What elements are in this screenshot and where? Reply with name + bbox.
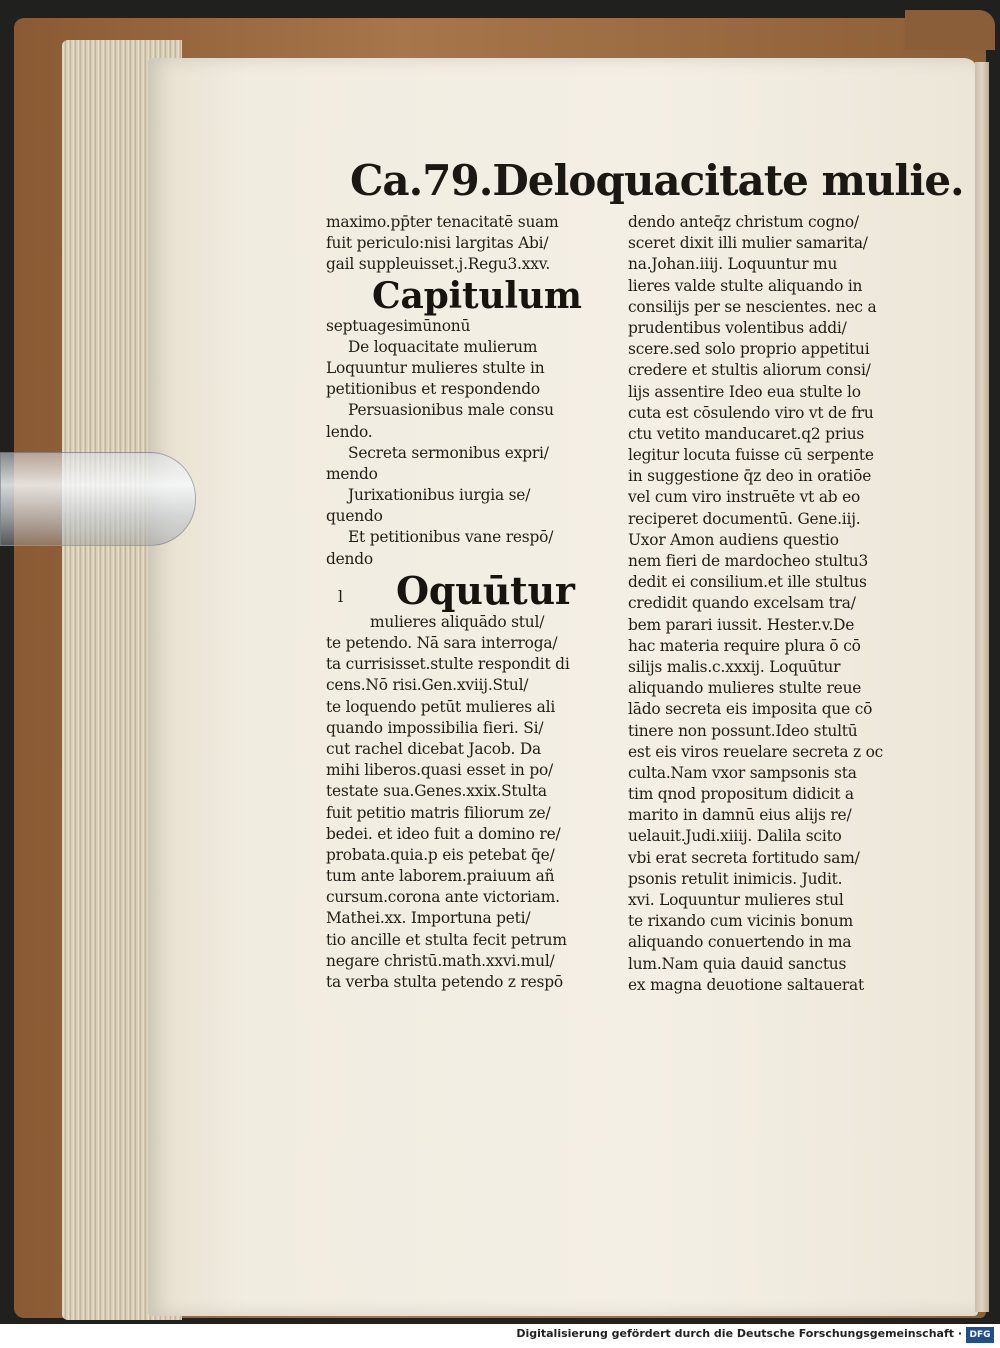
text-line: prudentibus volentibus addi/ xyxy=(628,318,847,337)
text-line: Uxor Amon audiens questio xyxy=(628,530,839,549)
text-line: Secreta sermonibus expri/ xyxy=(348,443,549,462)
text-line: lum.Nam quia dauid sanctus xyxy=(628,954,847,973)
text-line: negare christū.math.xxvi.mul/ xyxy=(326,951,555,970)
text-line: mihi liberos.quasi esset in po/ xyxy=(326,761,554,780)
text-line: cut rachel dicebat Jacob. Da xyxy=(326,739,541,758)
text-line: tim qnod propositum didicit a xyxy=(628,785,854,804)
text-line: dendo anteq̄z christum cogno/ xyxy=(628,213,859,231)
text-line: uelauit.Judi.xiiij. Dalila scito xyxy=(628,827,842,846)
page-clip-holder xyxy=(0,452,196,546)
text-line: scere.sed solo proprio appetitui xyxy=(628,340,870,359)
text-line: cuta est cōsulendo viro vt de fru xyxy=(628,403,874,422)
text-line: xvi. Loquuntur mulieres stul xyxy=(628,891,844,909)
text-line: credidit quando excelsam tra/ xyxy=(628,594,856,613)
text-line: testate sua.Genes.xxix.Stulta xyxy=(326,782,547,801)
text-line: ta verba stulta petendo z respō xyxy=(326,973,563,991)
text-line: quendo xyxy=(326,507,383,526)
text-line: tum ante laborem.praiuum añ xyxy=(326,867,555,886)
dfg-logo: DFG xyxy=(966,1327,994,1343)
text-line: dedit ei consilium.et ille stultus xyxy=(628,573,867,592)
text-line: na.Johan.iiij. Loquuntur mu xyxy=(628,255,838,274)
text-line: cursum.corona ante victoriam. xyxy=(326,888,560,907)
text-line: vel cum viro instruēte vt ab eo xyxy=(628,488,861,507)
text-line: te petendo. Nā sara interroga/ xyxy=(326,634,558,652)
text-line: gail suppleuisset.j.Regu3.xxv. xyxy=(326,255,551,274)
text-line: quando impossibilia fieri. Si/ xyxy=(326,718,544,737)
text-line: credere et stultis aliorum consi/ xyxy=(628,361,871,380)
text-line: tio ancille et stulta fecit petrum xyxy=(326,930,567,949)
text-line: bedei. et ideo fuit a domino re/ xyxy=(326,824,561,843)
text-line: Jurixationibus iurgia se/ xyxy=(348,486,531,505)
text-line: Mathei.xx. Importuna peti/ xyxy=(326,909,531,928)
footer-credit: Digitalisierung gefördert durch die Deutsche Forschungsgemeinschaft · xyxy=(516,1327,962,1340)
left-text-column xyxy=(326,212,601,993)
text-line: legitur locuta fuisse cū serpente xyxy=(628,446,874,465)
text-line: maximo.pp̄ter tenacitatē suam xyxy=(326,213,559,231)
text-line: reciperet documentū. Gene.iij. xyxy=(628,509,861,528)
text-line: fuit periculo:nisi largitas Abi/ xyxy=(326,234,549,253)
text-line: Persuasionibus male consu xyxy=(348,401,554,420)
text-line: lieres valde stulte aliquando in xyxy=(628,276,863,295)
text-line: De loquacitate mulierum xyxy=(348,337,538,356)
text-line: fuit petitio matris filiorum ze/ xyxy=(326,803,551,822)
text-line: hac materia require plura ō cō xyxy=(628,636,861,655)
text-line: sceret dixit illi mulier samarita/ xyxy=(628,234,868,253)
text-line: bem parari iussit. Hester.v.De xyxy=(628,615,855,634)
text-line: lendo. xyxy=(326,422,373,441)
text-line: te rixando cum vicinis bonum xyxy=(628,912,853,931)
right-text-column xyxy=(628,212,900,996)
book-cover-corner xyxy=(905,10,995,50)
text-line: mulieres aliquādo stul/ xyxy=(370,612,545,631)
text-line: ta currisisset.stulte respondit di xyxy=(326,655,570,674)
text-line: septuagesimūnonū xyxy=(326,316,471,335)
text-line: psonis retulit inimicis. Judit. xyxy=(628,869,843,888)
initial-word: Oquūtur xyxy=(396,567,575,613)
text-line: dendo xyxy=(326,549,373,568)
text-line: culta.Nam vxor sampsonis sta xyxy=(628,763,857,782)
text-line: probata.quia.p eis petebat q̄e/ xyxy=(326,845,555,864)
text-line: lādo secreta eis imposita que cō xyxy=(628,700,873,719)
text-line: cens.Nō risi.Gen.xviij.Stul/ xyxy=(326,676,529,695)
text-line: silijs malis.c.xxxij. Loquūtur xyxy=(628,657,841,676)
page-heading: Ca.79.Deloquacitate mulie. xyxy=(350,156,964,205)
text-line: mendo xyxy=(326,464,378,483)
text-line: te loquendo petūt mulieres ali xyxy=(326,697,556,716)
text-line: aliquando conuertendo in ma xyxy=(628,933,852,952)
text-line: Et petitionibus vane respō/ xyxy=(348,528,554,547)
text-line: est eis viros reuelare secreta z oc xyxy=(628,742,884,761)
chapter-title: Capitulum xyxy=(372,274,582,317)
text-line: lijs assentire Ideo eua stulte lo xyxy=(628,382,861,401)
text-line: in suggestione q̄z deo in oratiōe xyxy=(628,467,872,486)
text-line: petitionibus et respondendo xyxy=(326,380,540,399)
text-line: ctu vetito manducaret.q2 prius xyxy=(628,424,865,443)
page-edge xyxy=(975,62,989,1312)
text-line: ex magna deuotione saltauerat xyxy=(628,975,865,994)
initial-letter: l xyxy=(338,586,343,606)
text-line: aliquando mulieres stulte reue xyxy=(628,679,862,698)
text-line: vbi erat secreta fortitudo sam/ xyxy=(628,848,860,867)
text-line: marito in damnū eius alijs re/ xyxy=(628,806,852,825)
text-line: Loquuntur mulieres stulte in xyxy=(326,358,545,377)
footer-bar xyxy=(0,1324,1000,1348)
text-line: consilijs per se nescientes. nec a xyxy=(628,297,877,316)
initial-row xyxy=(326,567,601,613)
text-line: tinere non possunt.Ideo stultū xyxy=(628,721,858,740)
text-line: nem fieri de mardocheo stultu3 xyxy=(628,552,869,570)
